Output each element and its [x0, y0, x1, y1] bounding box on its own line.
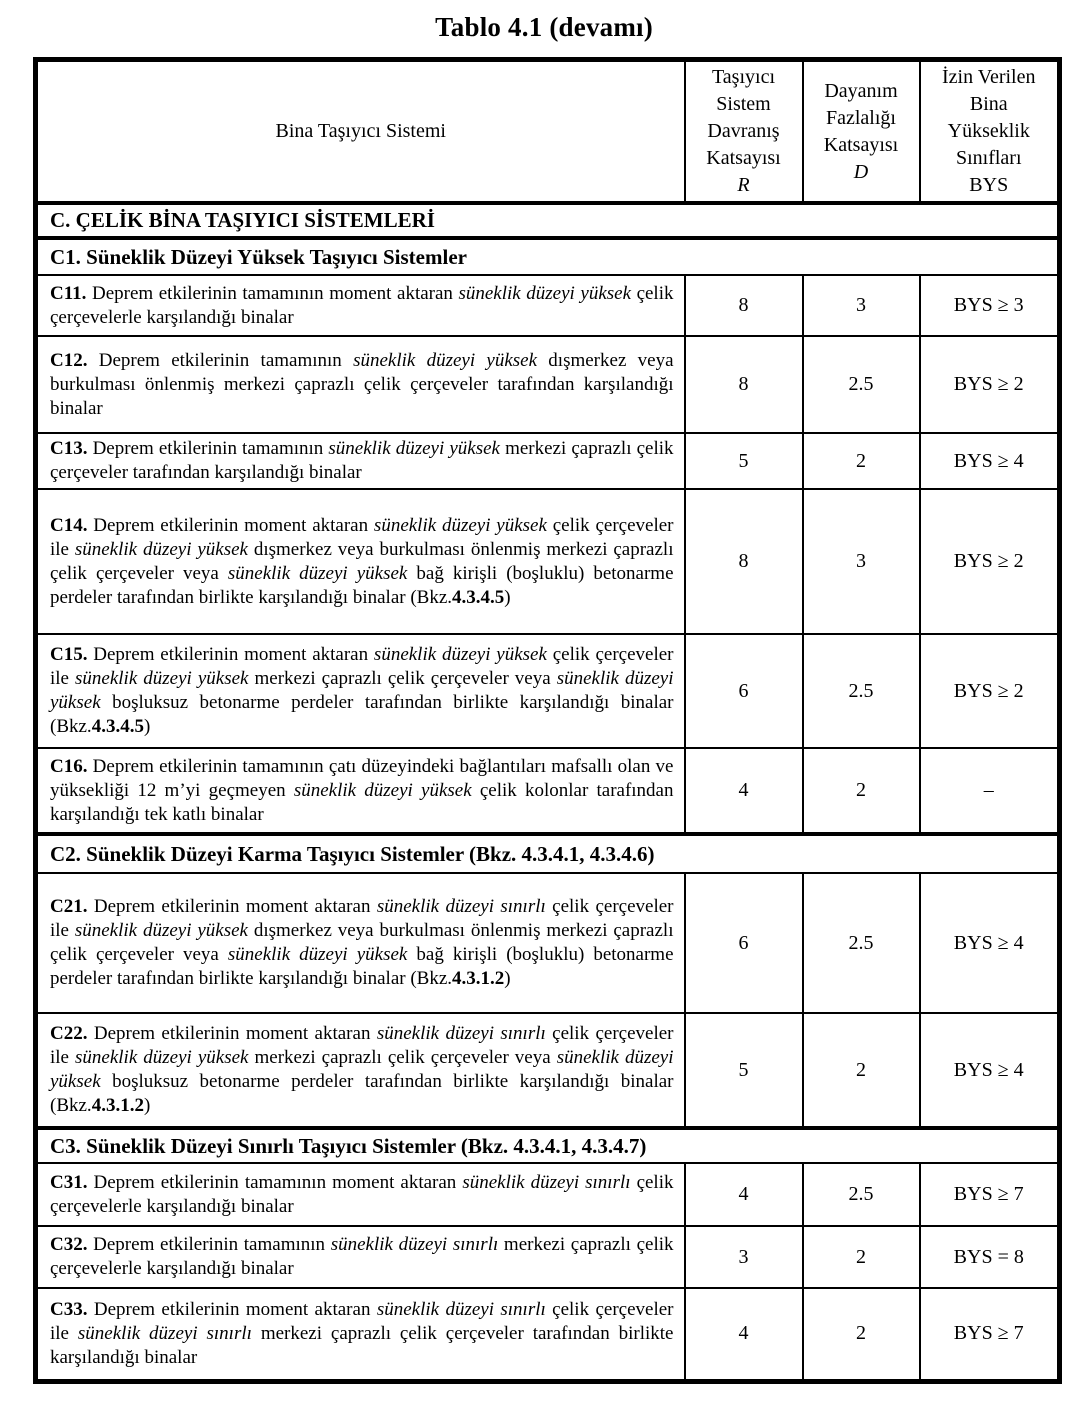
text-segment: bağ kirişli (boşluklu) betonarme perdeler tarafından birlikte karşılandığı binalar (Bkz. [50, 944, 674, 989]
table-row-C13 [36, 433, 1060, 489]
text-segment: çelik çerçeveler ile [50, 644, 674, 689]
section-row-C3 [36, 1128, 1060, 1163]
row-C32-r-value: 3 [685, 1226, 803, 1288]
row-C21-r-value: 6 [685, 873, 803, 1013]
row-C13-r-value: 5 [685, 433, 803, 489]
text-segment: C15. [50, 644, 88, 665]
text-segment: C22. [50, 1023, 88, 1044]
header-line: Sistem [716, 93, 771, 115]
row-C31-bys-value: BYS ≥ 7 [920, 1163, 1060, 1226]
text-segment: süneklik düzeyi sınırlı [376, 1298, 546, 1320]
row-C22-bys-value: BYS ≥ 4 [920, 1013, 1060, 1128]
text-segment: süneklik düzeyi yüksek [74, 920, 248, 941]
table-body [36, 203, 1060, 1381]
text-segment: süneklik düzeyi yüksek [75, 1047, 249, 1068]
row-C32-d-value: 2 [803, 1226, 920, 1288]
row-C21-description [36, 873, 685, 1013]
header-line: İzin Verilen [942, 66, 1036, 88]
row-C12-bys-value: BYS ≥ 2 [920, 336, 1060, 433]
text-segment: ) [504, 586, 511, 608]
text-segment: ) [143, 1095, 151, 1116]
text-segment: çelik çerçeveler ile [50, 514, 674, 560]
row-C13-description [36, 433, 685, 489]
row-C16-r-value: 4 [685, 748, 803, 834]
text-segment: süneklik düzeyi sınırlı [376, 896, 546, 917]
row-C11-r-value: 8 [685, 275, 803, 336]
text-segment: süneklik düzeyi yüksek [373, 514, 547, 536]
row-C12-d-value: 2.5 [803, 336, 920, 433]
header-line: Fazlalığı [826, 106, 896, 129]
text-segment: C33. [50, 1298, 88, 1320]
row-C14-bys-value: BYS ≥ 2 [920, 489, 1060, 634]
row-C16-d-value: 2 [803, 748, 920, 834]
text-segment: süneklik düzeyi yüksek [373, 644, 547, 665]
text-segment: süneklik düzeyi yüksek [75, 668, 249, 689]
text-segment: süneklik düzeyi yüksek [227, 562, 408, 584]
row-C13-bys-value: BYS ≥ 4 [920, 433, 1060, 489]
text-segment: C32. [50, 1234, 88, 1255]
row-C32-bys-value: BYS = 8 [920, 1226, 1060, 1288]
text-segment: C11. [50, 282, 87, 304]
row-C21-d-value: 2.5 [803, 873, 920, 1013]
text-segment: 4.3.1.2 [91, 1095, 144, 1116]
table-row-C31 [36, 1163, 1060, 1226]
row-C15-description [36, 634, 685, 748]
text-segment: çelik çerçeveler ile [50, 1298, 674, 1344]
row-C31-description [36, 1163, 685, 1226]
text-segment: C31. [50, 1171, 88, 1193]
row-C22-description [36, 1013, 685, 1128]
header-line: Bina [969, 93, 1008, 115]
header-bina-tasiyici-sistemi: Bina Taşıyıcı Sistemi [36, 60, 685, 204]
section-title-C2: C2. Süneklik Düzeyi Karma Taşıyıcı Sistemler (Bkz. 4.3.4.1, 4.3.4.6) [36, 834, 1060, 873]
table-row-C12 [36, 336, 1060, 433]
row-C13-d-value: 2 [803, 433, 920, 489]
text-segment: süneklik düzeyi yüksek [328, 438, 500, 459]
header-d-cell [803, 60, 920, 204]
table-row-C14 [36, 489, 1060, 634]
table-row-C21 [36, 873, 1060, 1013]
row-C15-r-value: 6 [685, 634, 803, 748]
text-segment: 4.3.1.2 [452, 968, 505, 989]
text-segment: çelik çerçevelerle karşılandığı binalar [50, 1171, 674, 1217]
row-C31-r-value: 4 [685, 1163, 803, 1226]
text-segment: merkezi çaprazlı çelik çerçeveler veya [248, 668, 557, 689]
row-C15-bys-value: BYS ≥ 2 [920, 634, 1060, 748]
text-segment: C21. [50, 896, 88, 917]
text-segment: merkezi çaprazlı çelik çerçevelerle karşılandığı binalar [50, 1234, 674, 1279]
row-C33-bys-value: BYS ≥ 7 [920, 1288, 1060, 1381]
text-segment: ) [143, 716, 151, 737]
text-segment: Deprem etkilerinin tamamının moment aktaran [87, 1171, 463, 1193]
text-segment: Deprem etkilerinin moment aktaran [87, 896, 377, 917]
text-segment: süneklik düzeyi yüksek [227, 944, 408, 965]
header-line: Sınıfları [955, 147, 1022, 169]
table-row-C16 [36, 748, 1060, 834]
row-C11-description [36, 275, 685, 336]
row-C11-d-value: 3 [803, 275, 920, 336]
row-C22-r-value: 5 [685, 1013, 803, 1128]
header-line: Davranış [707, 120, 780, 142]
text-segment: süneklik düzeyi yüksek [293, 779, 472, 801]
text-segment: dışmerkez veya burkulması önlenmiş merkezi çaprazlı çelik çerçeveler tarafından karşılandığı binalar [50, 349, 674, 419]
text-segment: süneklik düzeyi sınırlı [376, 1023, 546, 1044]
row-C12-r-value: 8 [685, 336, 803, 433]
text-segment: dışmerkez veya burkulması önlenmiş merkezi çaprazlı çelik çerçeveler veya [50, 920, 674, 965]
row-C33-description [36, 1288, 685, 1381]
row-C14-d-value: 3 [803, 489, 920, 634]
header-line: Taşıyıcı [711, 66, 776, 88]
text-segment: boşluksuz betonarme perdeler tarafından birlikte karşılandığı binalar (Bkz. [50, 1071, 674, 1116]
header-line: Katsayısı [823, 133, 899, 156]
section-title-C1: C1. Süneklik Düzeyi Yüksek Taşıyıcı Sistemler [36, 238, 1060, 275]
text-segment: 4.3.4.5 [452, 586, 505, 608]
text-segment: C13. [50, 438, 88, 459]
text-segment: boşluksuz betonarme perdeler tarafından birlikte karşılandığı binalar (Bkz. [50, 692, 674, 737]
text-segment: Deprem etkilerinin tamamının [87, 438, 329, 459]
row-C33-d-value: 2 [803, 1288, 920, 1381]
text-segment: merkezi çaprazlı çelik çerçeveler tarafından birlikte karşılandığı binalar [50, 1322, 674, 1368]
header-r-cell [685, 60, 803, 204]
text-segment: merkezi çaprazlı çelik çerçeveler veya [248, 1047, 557, 1068]
text-segment: süneklik düzeyi yüksek [74, 538, 248, 560]
text-segment: süneklik düzeyi yüksek [353, 349, 538, 371]
section-title-C: C. ÇELİK BİNA TAŞIYICI SİSTEMLERİ [36, 203, 1060, 238]
text-segment: süneklik düzeyi yüksek [458, 282, 632, 304]
text-segment: süneklik düzeyi sınırlı [462, 1171, 631, 1193]
header-symbol: D [853, 160, 869, 183]
row-C33-r-value: 4 [685, 1288, 803, 1381]
text-segment: bağ kirişli (boşluklu) betonarme perdeler tarafından birlikte karşılandığı binalar (Bkz. [50, 562, 674, 608]
section-title-C3: C3. Süneklik Düzeyi Sınırlı Taşıyıcı Sistemler (Bkz. 4.3.4.1, 4.3.4.7) [36, 1128, 1060, 1163]
table-row-C32 [36, 1226, 1060, 1288]
structural-systems-table [33, 57, 1062, 1384]
row-C15-d-value: 2.5 [803, 634, 920, 748]
row-C32-description [36, 1226, 685, 1288]
row-C31-d-value: 2.5 [803, 1163, 920, 1226]
text-segment: çelik çerçeveler ile [50, 1023, 674, 1068]
text-segment: Deprem etkilerinin moment aktaran [87, 1023, 377, 1044]
text-segment: süneklik düzeyi sınırlı [77, 1322, 252, 1344]
row-C16-bys-value: – [920, 748, 1060, 834]
text-segment: Deprem etkilerinin tamamının [87, 349, 354, 371]
text-segment: 4.3.4.5 [91, 716, 144, 737]
text-segment: çelik çerçevelerle karşılandığı binalar [50, 282, 674, 328]
text-segment: Deprem etkilerinin tamamının moment aktaran [86, 282, 459, 304]
text-segment: Deprem etkilerinin tamamının çatı düzeyindeki bağlantıları mafsallı olan ve yüksekliği 12 m’yi geçmeyen [50, 755, 674, 801]
table-row-C11 [36, 275, 1060, 336]
header-line: Dayanım [824, 79, 898, 102]
table-row-C33 [36, 1288, 1060, 1381]
text-segment: ) [504, 968, 511, 989]
table-row-C22 [36, 1013, 1060, 1128]
row-C21-bys-value: BYS ≥ 4 [920, 873, 1060, 1013]
section-row-C2 [36, 834, 1060, 873]
text-segment: dışmerkez veya burkulması önlenmiş merkezi çaprazlı çelik çerçeveler veya [50, 538, 674, 584]
page-title: Tablo 4.1 (devamı) [435, 12, 653, 42]
text-segment: C12. [50, 349, 88, 371]
text-segment: süneklik düzeyi yüksek [50, 668, 674, 713]
text-segment: Deprem etkilerinin moment aktaran [87, 514, 374, 536]
table-header [36, 60, 1060, 204]
row-C16-description [36, 748, 685, 834]
text-segment: C14. [50, 514, 88, 536]
text-segment: Deprem etkilerinin tamamının [87, 1234, 331, 1255]
row-C14-r-value: 8 [685, 489, 803, 634]
header-line: Katsayısı [706, 147, 781, 169]
header-line: Yükseklik [947, 120, 1030, 142]
row-C12-description [36, 336, 685, 433]
text-segment: çelik kolonlar tarafından karşılandığı tek katlı binalar [50, 779, 674, 825]
text-segment: merkezi çaprazlı çelik çerçeveler tarafından karşılandığı binalar [50, 438, 674, 483]
row-C14-description [36, 489, 685, 634]
table-row-C15 [36, 634, 1060, 748]
section-row-C1 [36, 238, 1060, 275]
text-segment: C16. [50, 755, 88, 777]
row-C22-d-value: 2 [803, 1013, 920, 1128]
text-segment: çelik çerçeveler ile [50, 896, 674, 941]
text-segment: süneklik düzeyi yüksek [50, 1047, 674, 1092]
header-bys-cell [920, 60, 1060, 204]
text-segment: Deprem etkilerinin moment aktaran [87, 644, 374, 665]
section-row-C [36, 203, 1060, 238]
row-C11-bys-value: BYS ≥ 3 [920, 275, 1060, 336]
header-row [36, 60, 1060, 204]
text-segment: Deprem etkilerinin moment aktaran [87, 1298, 377, 1320]
header-symbol: R [737, 174, 750, 196]
header-symbol: BYS [969, 174, 1009, 196]
text-segment: süneklik düzeyi sınırlı [330, 1234, 499, 1255]
